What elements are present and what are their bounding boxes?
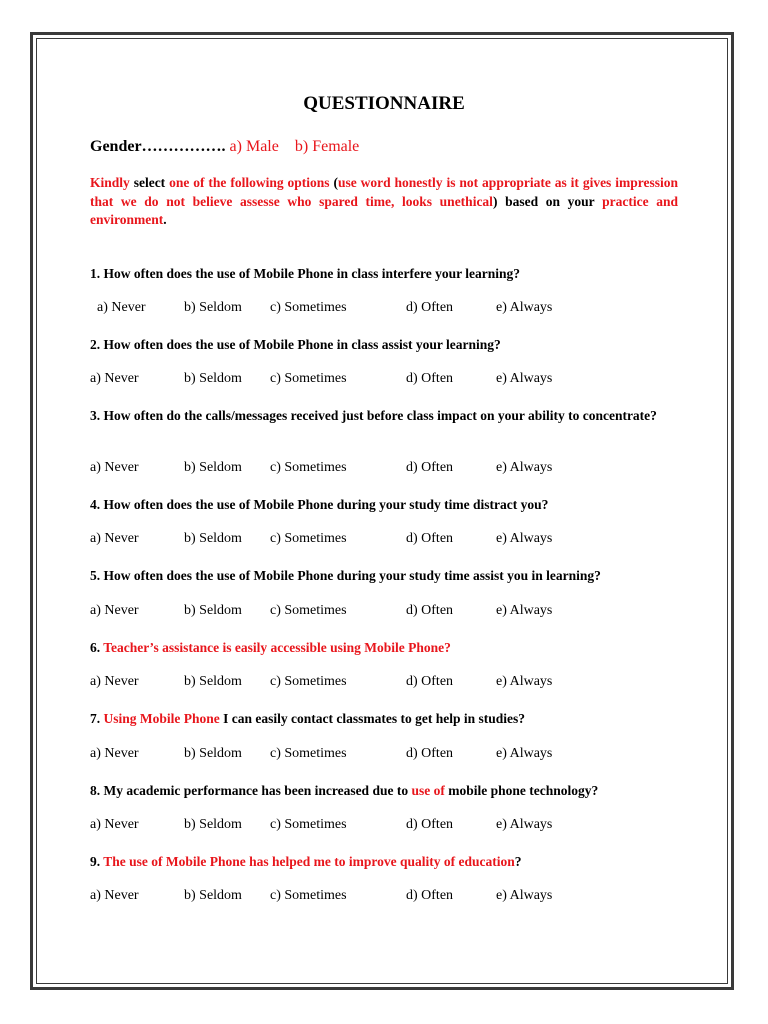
- instructions: [90, 174, 678, 230]
- option-never[interactable]: a) Never: [90, 746, 139, 761]
- page-title: QUESTIONNAIRE: [303, 93, 465, 114]
- question-text-highlight: Using Mobile Phone: [103, 711, 220, 726]
- option-never[interactable]: a) Never: [90, 460, 139, 475]
- option-often[interactable]: d) Often: [406, 888, 454, 903]
- question-text: How often do the calls/messages received just before class impact on your ability to concentrate?: [103, 408, 657, 423]
- question-number: 6.: [90, 640, 104, 655]
- question-text: I can easily contact classmates to get help in studies?: [219, 711, 525, 726]
- option-always[interactable]: e) Always: [496, 460, 553, 475]
- question-3: [90, 407, 678, 426]
- question-number: 2.: [90, 337, 104, 352]
- option-never[interactable]: a) Never: [90, 674, 139, 689]
- option-always[interactable]: e) Always: [496, 746, 553, 761]
- option-seldom[interactable]: b) Seldom: [184, 603, 242, 618]
- option-often[interactable]: d) Often: [406, 674, 454, 689]
- options-8: [0, 817, 768, 835]
- option-sometimes[interactable]: c) Sometimes: [270, 817, 347, 832]
- options-1: [0, 300, 768, 318]
- options-2: [0, 371, 768, 389]
- question-text-highlight: use of: [411, 783, 445, 798]
- option-often[interactable]: d) Often: [406, 531, 454, 546]
- options-5: [0, 603, 768, 621]
- question-number: 7.: [90, 711, 104, 726]
- option-seldom[interactable]: b) Seldom: [184, 371, 242, 386]
- option-seldom[interactable]: b) Seldom: [184, 300, 242, 315]
- options-3: [0, 460, 768, 478]
- question-text-highlight: Teacher’s assistance is easily accessible using Mobile Phone?: [103, 640, 451, 655]
- option-sometimes[interactable]: c) Sometimes: [270, 300, 347, 315]
- question-6: [90, 639, 678, 658]
- question-number: 4.: [90, 497, 104, 512]
- option-always[interactable]: e) Always: [496, 371, 553, 386]
- option-never[interactable]: a) Never: [90, 371, 139, 386]
- options-4: [0, 531, 768, 549]
- gender-option-male[interactable]: a) Male: [229, 138, 279, 155]
- question-text: How often does the use of Mobile Phone during your study time distract you?: [103, 497, 549, 512]
- option-never[interactable]: a) Never: [90, 817, 139, 832]
- instructions-based: ) based on your: [492, 193, 603, 209]
- option-seldom[interactable]: b) Seldom: [184, 746, 242, 761]
- question-number: 1.: [90, 266, 104, 281]
- option-always[interactable]: e) Always: [496, 300, 553, 315]
- option-always[interactable]: e) Always: [496, 817, 553, 832]
- option-often[interactable]: d) Often: [406, 460, 454, 475]
- option-often[interactable]: d) Often: [406, 300, 454, 315]
- instructions-period: .: [163, 212, 167, 227]
- question-8: [90, 782, 678, 801]
- question-number: 9.: [90, 854, 104, 869]
- option-often[interactable]: d) Often: [406, 603, 454, 618]
- instructions-practice: practice and environment: [90, 193, 678, 227]
- options-9: [0, 888, 768, 906]
- gender-line: [90, 138, 359, 156]
- instructions-options: one of the following options: [169, 175, 330, 190]
- option-seldom[interactable]: b) Seldom: [184, 674, 242, 689]
- option-always[interactable]: e) Always: [496, 603, 553, 618]
- option-sometimes[interactable]: c) Sometimes: [270, 371, 347, 386]
- option-never[interactable]: a) Never: [90, 888, 139, 903]
- option-seldom[interactable]: b) Seldom: [184, 460, 242, 475]
- question-text-highlight: The use of Mobile Phone has helped me to improve quality of education: [103, 854, 515, 869]
- question-number: 8.: [90, 783, 104, 798]
- option-seldom[interactable]: b) Seldom: [184, 531, 242, 546]
- option-never[interactable]: a) Never: [90, 603, 139, 618]
- question-text: How often does the use of Mobile Phone in class interfere your learning?: [103, 266, 520, 281]
- instructions-note: use word honestly is not appropriate as it gives impression that we do not believe assesse who spared time, looks unethical: [90, 175, 678, 209]
- question-text-end: mobile phone technology?: [444, 783, 599, 798]
- question-4: [90, 496, 678, 515]
- option-sometimes[interactable]: c) Sometimes: [270, 674, 347, 689]
- option-always[interactable]: e) Always: [496, 888, 553, 903]
- option-often[interactable]: d) Often: [406, 371, 454, 386]
- gender-option-female[interactable]: b) Female: [294, 138, 360, 155]
- option-sometimes[interactable]: c) Sometimes: [270, 603, 347, 618]
- option-never[interactable]: a) Never: [97, 300, 146, 315]
- option-often[interactable]: d) Often: [406, 817, 454, 832]
- option-often[interactable]: d) Often: [406, 746, 454, 761]
- instructions-select: select: [129, 175, 170, 190]
- option-sometimes[interactable]: c) Sometimes: [270, 746, 347, 761]
- question-1: [90, 265, 678, 284]
- gender-label: Gender: [90, 138, 142, 155]
- option-always[interactable]: e) Always: [496, 674, 553, 689]
- option-seldom[interactable]: b) Seldom: [184, 888, 242, 903]
- question-5: [90, 567, 678, 586]
- question-number: 3.: [90, 408, 104, 423]
- question-9: [90, 853, 678, 872]
- question-text: How often does the use of Mobile Phone in class assist your learning?: [103, 337, 501, 352]
- question-text: My academic performance has been increased due to: [103, 783, 412, 798]
- option-always[interactable]: e) Always: [496, 531, 553, 546]
- option-sometimes[interactable]: c) Sometimes: [270, 460, 347, 475]
- option-seldom[interactable]: b) Seldom: [184, 817, 242, 832]
- question-7: [90, 710, 678, 729]
- question-2: [90, 336, 678, 355]
- question-text: How often does the use of Mobile Phone during your study time assist you in learning?: [103, 568, 601, 583]
- option-never[interactable]: a) Never: [90, 531, 139, 546]
- option-sometimes[interactable]: c) Sometimes: [270, 531, 347, 546]
- instructions-paren: (: [329, 175, 338, 190]
- question-text: ?: [514, 854, 522, 869]
- gender-dots: …………….: [141, 138, 226, 155]
- options-7: [0, 746, 768, 764]
- question-number: 5.: [90, 568, 104, 583]
- options-6: [0, 674, 768, 692]
- option-sometimes[interactable]: c) Sometimes: [270, 888, 347, 903]
- instructions-kindly: Kindly: [90, 175, 130, 190]
